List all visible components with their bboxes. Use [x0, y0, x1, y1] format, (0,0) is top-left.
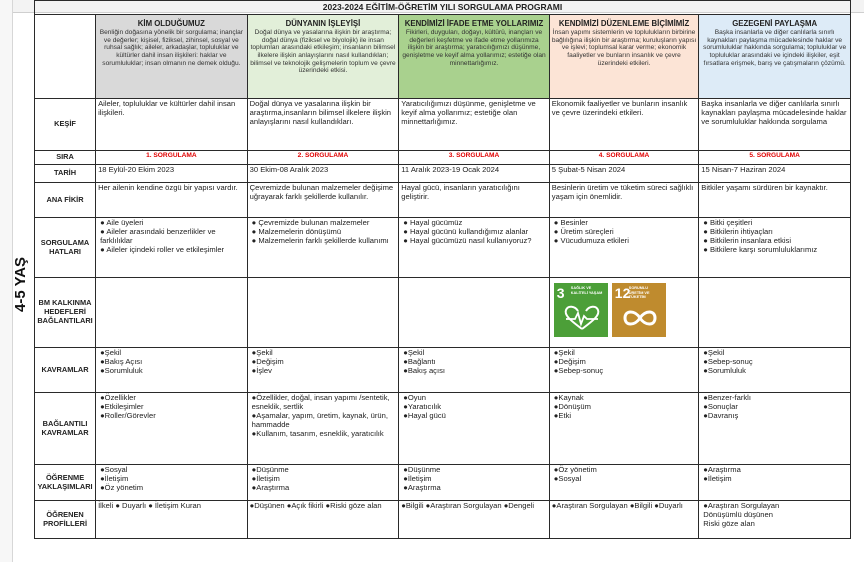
cell[interactable]: Hayal gücü, insanların yaratıcılığını geliştirir.	[399, 183, 550, 218]
row-label: BAĞLANTILI KAVRAMLAR	[35, 393, 96, 465]
cell[interactable]	[96, 278, 248, 348]
list-item: ●Sorumluluk	[100, 365, 143, 375]
theme-cell[interactable]	[549, 15, 699, 99]
list-item: ●Bakış açısı	[403, 365, 445, 375]
theme-description: Başka insanlarla ve diğer canlılarla sınırlı kaynakları paylaşma mücadelesinde haklar ve sorumluluklar hakkında sorgulama; topluluklar ve topluluklar arasındaki ve içindeki ilişkiler, eşit fırsatlara erişmek, barış ve çatışmaların çözümü.	[703, 29, 847, 67]
baglantili-kavramlar-row	[35, 393, 851, 465]
list-item: ●Bağlantı	[403, 356, 436, 366]
theme-cell[interactable]	[399, 15, 550, 99]
sira-row	[35, 151, 851, 165]
cell[interactable]	[247, 218, 399, 278]
list-item: ● Aileler arasındaki benzerlikler ve farklılıklar	[100, 226, 216, 245]
row-label: BM KALKINMA HEDEFLERİ BAĞLANTILARI	[35, 278, 96, 348]
ogrenen-profilleri-row	[35, 501, 851, 539]
sdg-3-health-icon: 3 SAĞLIK VE KALİTELİ YAŞAM	[554, 283, 608, 337]
cell[interactable]	[96, 218, 248, 278]
cell[interactable]: ●Araştıran Sorgulayan ●Bilgili ●Duyarlı	[549, 501, 699, 539]
list-item: ●Kullanım, tasarım, esneklik, yaratıcılık	[251, 428, 384, 438]
list-item: ●Düşünme	[251, 465, 289, 474]
cell[interactable]	[549, 465, 699, 501]
list-item: ● Hayal gücümüzü nasıl kullanıyoruz?	[403, 235, 532, 245]
cell[interactable]: 11 Aralık 2023-19 Ocak 2024	[399, 165, 550, 183]
list-item: ● Bitkilere karşı sorumluluklarımız	[703, 244, 818, 254]
theme-title: DÜNYANIN İŞLEYİŞİ	[285, 19, 361, 28]
list-item: ● Üretim süreçleri	[553, 226, 614, 236]
theme-description: Fikirleri, duyguları, doğayı, kültürü, inançları ve değerleri keşfetme ve ifade etme yollarımıza ilişkin bir araştırma; yaratıcılığımızı düşünme, genişletme ve keyif alma yollarımız; estetiğe olan minnettarlığımız.	[402, 29, 546, 67]
cell[interactable]	[247, 465, 399, 501]
cell[interactable]: 5 Şubat-5 Nisan 2024	[549, 165, 699, 183]
list-item: ● Bitkilerin ihtiyaçları	[703, 226, 773, 236]
list-item: ●Kaynak	[553, 393, 584, 402]
cell[interactable]: Her ailenin kendine özgü bir yapısı vardır.	[96, 183, 248, 218]
row-label: ANA FİKİR	[35, 183, 96, 218]
sdg-12-consumption-icon: 12 SORUMLU ÜRETİM VE TÜKETİM	[612, 283, 666, 337]
themes-row	[35, 15, 851, 99]
cell[interactable]: Bitkiler yaşamı sürdüren bir kaynaktır.	[699, 183, 851, 218]
list-item: ●İletişim	[403, 473, 432, 483]
cell[interactable]	[699, 501, 851, 539]
cell[interactable]	[96, 393, 248, 465]
cell[interactable]	[96, 465, 248, 501]
cell[interactable]: Aileler, topluluklar ve kültürler dahil insan ilişkileri.	[96, 99, 248, 151]
age-label: 4-5 YAŞ	[12, 256, 29, 312]
list-item: ● Malzemelerin farklı şekillerde kullanımı	[251, 235, 389, 245]
list-item: ●Sonuçlar	[703, 401, 738, 411]
list-item: ● Bitki çeşitleri	[703, 218, 753, 227]
list-item: ● Besinler	[553, 218, 588, 227]
list-item: Riski göze alan	[703, 518, 755, 528]
list-item: ● Çevremizde bulunan malzemeler	[251, 218, 370, 227]
heartbeat-icon	[562, 305, 602, 331]
list-item: ●Aşamalar, yapım, üretim, kaynak, ürün, hammadde	[251, 410, 388, 429]
cell[interactable]: Ekonomik faaliyetler ve bunların insanlık ve çevre üzerindeki etkileri.	[549, 99, 699, 151]
list-item: ● Aileler içindeki roller ve etkileşimler	[100, 244, 225, 254]
list-item: Dönüşümlü düşünen	[703, 509, 773, 519]
list-item: ●Değişim	[251, 356, 284, 366]
list-item: ●Roller/Görevler	[100, 410, 156, 420]
list-item: ●Öz yönetim	[100, 482, 144, 492]
cell[interactable]	[247, 278, 399, 348]
cell[interactable]	[399, 465, 550, 501]
list-item: ●Özellikler	[100, 393, 136, 402]
infinity-icon	[620, 305, 660, 331]
cell[interactable]: İlkeli ● Duyarlı ● İletişim Kuran	[96, 501, 248, 539]
sorgulama-hatlari-row	[35, 218, 851, 278]
cell[interactable]: 1. SORGULAMA	[96, 151, 248, 165]
list-item: ●Şekil	[403, 348, 425, 357]
cell[interactable]	[247, 393, 399, 465]
cell[interactable]: 4. SORGULAMA	[549, 151, 699, 165]
list-item: ●Araştırma	[703, 465, 741, 474]
cell[interactable]	[399, 348, 550, 393]
list-item: ●Oyun	[403, 393, 426, 402]
list-item: ●Değişim	[553, 356, 586, 366]
cell[interactable]: 3. SORGULAMA	[399, 151, 550, 165]
theme-title: KENDİMİZİ DÜZENLEME BİÇİMİMİZ	[558, 19, 690, 28]
list-item: ●Etkileşimler	[100, 401, 144, 411]
list-item: ● Aile üyeleri	[100, 218, 144, 227]
cell[interactable]	[399, 393, 550, 465]
list-item: ●Sebep-sonuç	[553, 365, 604, 375]
list-item: ●Bakış Açısı	[100, 356, 143, 366]
cell[interactable]	[549, 218, 699, 278]
list-item: ●Sorumluluk	[703, 365, 746, 375]
cell[interactable]: 15 Nisan-7 Haziran 2024	[699, 165, 851, 183]
kavramlar-row	[35, 348, 851, 393]
list-item: ●Araştıran Sorgulayan	[703, 501, 780, 510]
theme-description: Benliğin doğasına yönelik bir sorgulama; inançlar ve değerler; kişisel, fiziksel, zihinsel, sosyal ve ruhsal sağlık; aileler, arkadaşlar, topluluklar ve kültürler dahil insan ilişkileri: haklar ve sorumluluklar; insan olmanın ne demek olduğu.	[99, 29, 244, 67]
cell[interactable]	[699, 393, 851, 465]
list-item: ●Davranış	[703, 410, 739, 420]
cell[interactable]	[399, 278, 550, 348]
theme-description: Doğal dünya ve yasalarına ilişkin bir araştırma; doğal dünya (fiziksel ve biyolojik) ile insan toplumları arasındaki etkileşim; insanların bilimsel ilkelere ilişkin anlayışlarını nasıl kullandıkları; bilimsel ve teknolojik gelişmelerin toplum ve çevre üzerindeki etkisi.	[250, 29, 396, 75]
row-label: KAVRAMLAR	[35, 348, 96, 393]
cell[interactable]	[699, 465, 851, 501]
cell[interactable]	[699, 278, 851, 348]
list-item: ●Sosyal	[553, 473, 582, 483]
list-item: ● Vücudumuza etkileri	[553, 235, 629, 245]
list-item: ●Benzer-farklı	[703, 393, 751, 402]
list-item: ●Şekil	[251, 348, 273, 357]
cell[interactable]: 30 Ekim-08 Aralık 2023	[247, 165, 399, 183]
cell[interactable]: ●Bilgili ●Araştıran Sorgulayan ●Dengeli	[399, 501, 550, 539]
cell[interactable]: ●Düşünen ●Açık fikirli ●Riski göze alan	[247, 501, 399, 539]
list-item: ●Özellikler, doğal, insan yapımı /sentetik, esneklik, sertlik	[251, 393, 390, 411]
list-item: ●İletişim	[703, 473, 732, 483]
list-item: ●Hayal gücü	[403, 410, 446, 420]
list-item: ●Düşünme	[403, 465, 441, 474]
row-label: ÖĞRENME YAKLAŞIMLARI	[35, 465, 96, 501]
list-item: ● Bitkilerin insanlara etkisi	[703, 235, 792, 245]
cell[interactable]: 18 Eylül-20 Ekim 2023	[96, 165, 248, 183]
list-item: ●Sosyal	[100, 465, 128, 474]
theme-cell[interactable]	[247, 15, 399, 99]
list-item: ●Şekil	[553, 348, 575, 357]
list-item: ● Hayal gücümüz	[403, 218, 463, 227]
program-title: 2023-2024 EĞİTİM-ÖĞRETİM YILI SORGULAMA PROGRAMI	[35, 1, 851, 15]
row-label: SIRA	[35, 151, 96, 165]
theme-title: GEZEGENİ PAYLAŞMA	[732, 19, 818, 28]
theme-title: KİM OLDUĞUMUZ	[137, 19, 205, 28]
list-item: ●Sebep-sonuç	[703, 356, 753, 366]
list-item: ●Dönüşüm	[553, 401, 591, 411]
cell[interactable]	[699, 218, 851, 278]
list-item: ●İşlev	[251, 365, 272, 375]
ana-fikir-row	[35, 183, 851, 218]
list-item: ● Hayal gücünü kullandığımız alanlar	[403, 226, 529, 236]
program-table	[34, 0, 851, 539]
sdg-icons	[552, 279, 697, 337]
list-item: ●Şekil	[100, 348, 122, 357]
cell[interactable]	[549, 348, 699, 393]
cell[interactable]: Besinlerin üretim ve tüketim süreci sağlıklı yaşam için önemlidir.	[549, 183, 699, 218]
theme-title: KENDİMİZİ İFADE ETME YOLLARIMIZ	[404, 19, 544, 28]
cell[interactable]: Yaratıcılığımızı düşünme, genişletme ve keyif alma yollarımız; estetiğe olan minnettarlığımız.	[399, 99, 550, 151]
row-label: SORGULAMA HATLARI	[35, 218, 96, 278]
tarih-row	[35, 165, 851, 183]
ogrenme-yaklasimlari-row	[35, 465, 851, 501]
cell[interactable]: Çevremizde bulunan malzemeler değişime uğrayarak farklı şekillerde kullanılır.	[247, 183, 399, 218]
list-item: ●Araştırma	[251, 482, 290, 492]
list-item: ●Yaratıcılık	[403, 401, 442, 411]
theme-description: İnsan yapımı sistemlerin ve toplulukların birbirine bağlılığına ilişkin bir araştırma; kuruluşların yapısı ve işlevi; toplumsal karar verme; ekonomik faaliyetler ve bunların insanlık ve çevre üzerindeki etkileri.	[551, 29, 697, 67]
list-item: ●Şekil	[703, 348, 725, 357]
cell[interactable]	[699, 348, 851, 393]
cell[interactable]	[247, 348, 399, 393]
row-label: KEŞİF	[35, 99, 96, 151]
list-item: ●İletişim	[100, 473, 129, 483]
list-item: ●Araştırma	[403, 482, 441, 492]
list-item: ●İletişim	[251, 473, 280, 483]
bm-row	[35, 278, 851, 348]
cell[interactable]: Doğal dünya ve yasalarına ilişkin bir araştırma,insanların bilimsel ilkelere ilişkin anlayışlarını nasıl kullandıkları.	[247, 99, 399, 151]
cell[interactable]	[549, 278, 699, 348]
row-label: ÖĞRENEN PROFİLLERİ	[35, 501, 96, 539]
theme-cell[interactable]	[699, 15, 851, 99]
cell[interactable]: Başka insanlarla ve diğer canlılarla sınırlı kaynakları paylaşma mücadelesinde haklar ve sorumluluklar hakkında sorgulama	[699, 99, 851, 151]
cell[interactable]	[549, 393, 699, 465]
list-item: ● Malzemelerin dönüşümü	[251, 226, 342, 236]
cell[interactable]: 2. SORGULAMA	[247, 151, 399, 165]
list-item: ●Etki	[553, 410, 572, 420]
theme-cell[interactable]	[96, 15, 248, 99]
cell[interactable]	[399, 218, 550, 278]
cell[interactable]	[96, 348, 248, 393]
cell[interactable]: 5. SORGULAMA	[699, 151, 851, 165]
list-item: ●Öz yönetim	[553, 465, 597, 474]
kesif-row	[35, 99, 851, 151]
corner-cell	[35, 15, 96, 99]
row-label: TARİH	[35, 165, 96, 183]
